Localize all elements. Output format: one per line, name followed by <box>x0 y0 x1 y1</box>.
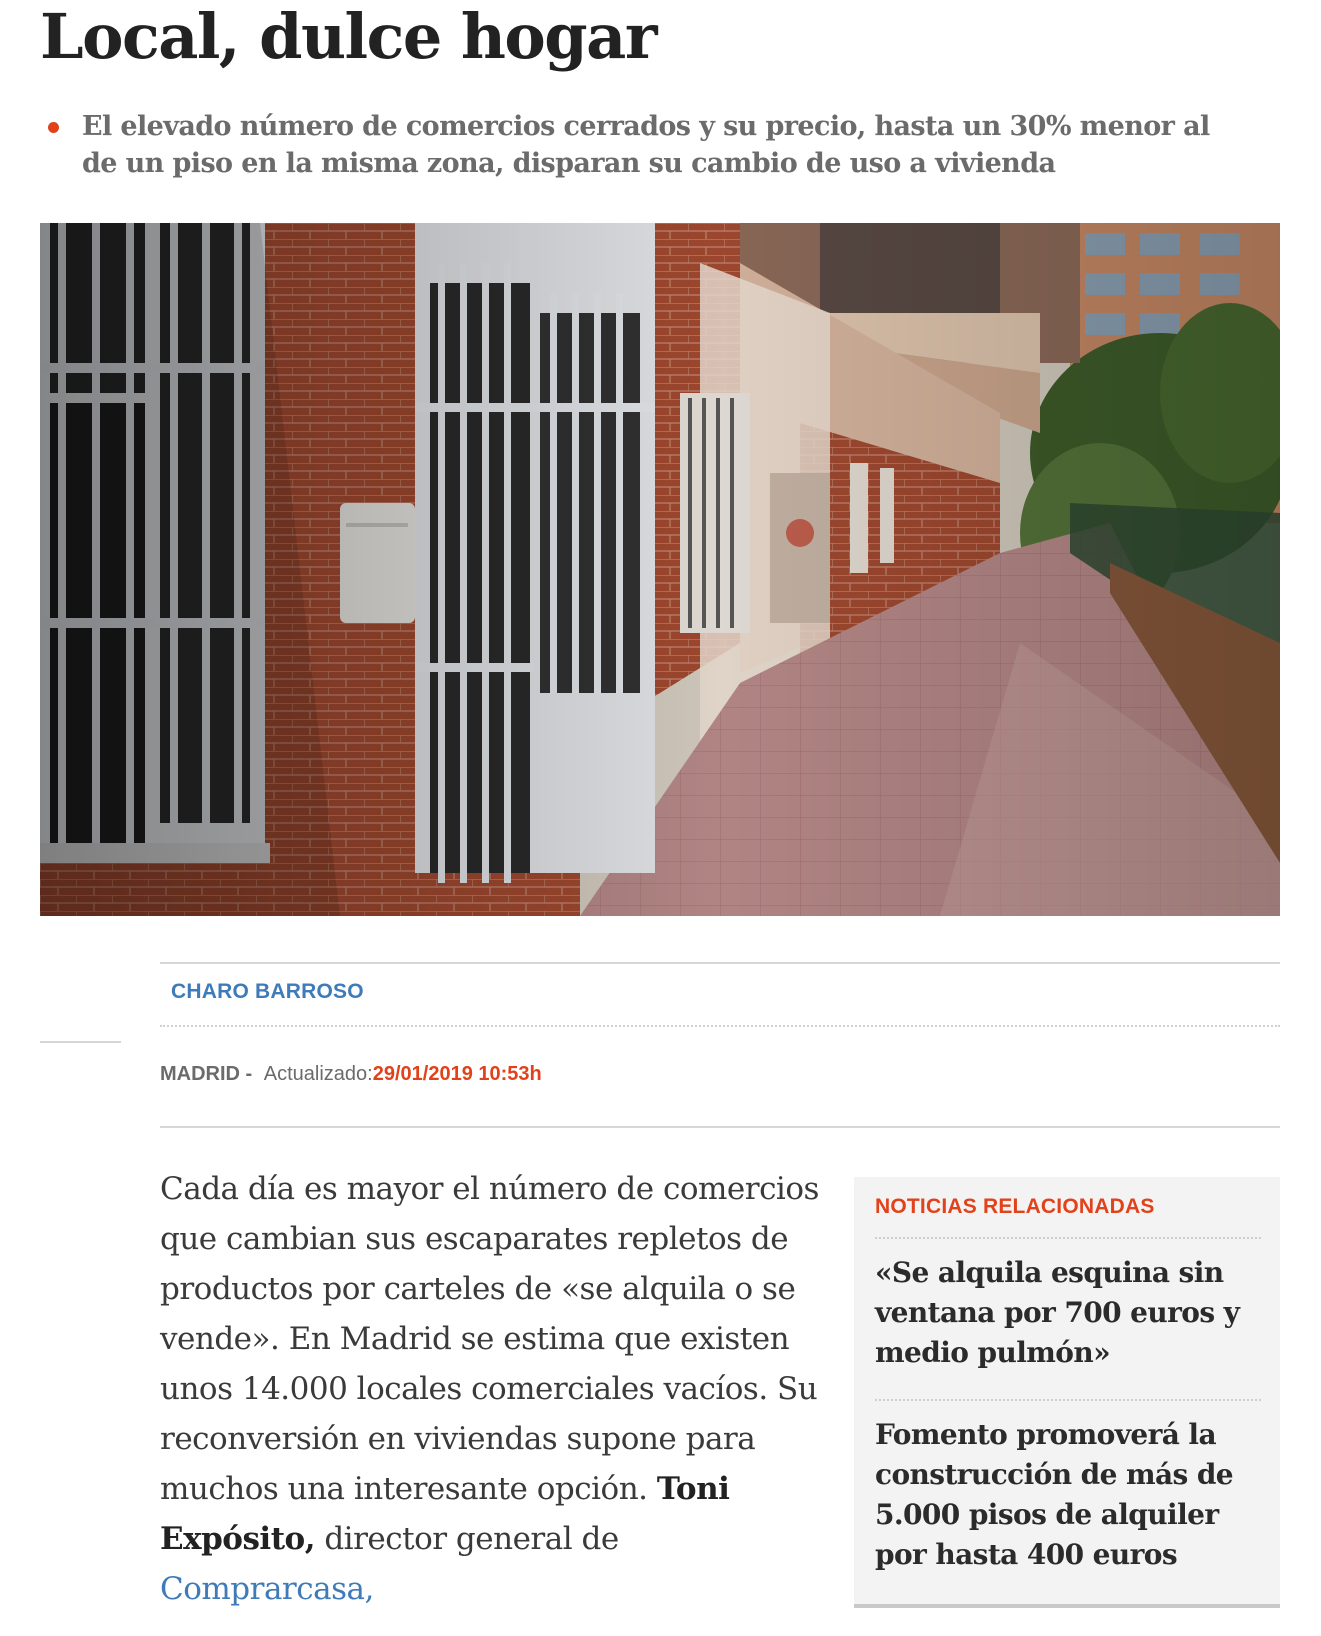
updated-date: 29/01/2019 10:53h <box>372 1063 542 1085</box>
article-body <box>160 1164 820 1614</box>
related-news-link[interactable]: Fomento promoverá la construcción de más de 5.000 pisos de alquiler por hasta 400 euros <box>875 1418 1234 1571</box>
related-news-link[interactable]: «Se alquila esquina sin ventana por 700 euros y medio pulmón» <box>875 1256 1240 1369</box>
dateline <box>160 1063 542 1086</box>
author-name[interactable]: CHARO BARROSO <box>171 980 364 1003</box>
hero-photo <box>40 223 1280 916</box>
article-subtitle <box>48 108 1238 182</box>
company-link[interactable]: Comprarcasa, <box>160 1571 374 1607</box>
related-news-box <box>854 1177 1280 1608</box>
dotted-divider <box>160 1025 1280 1027</box>
divider <box>160 1126 1280 1128</box>
related-news-title: NOTICIAS RELACIONADAS <box>875 1195 1155 1218</box>
dateline-city: MADRID - <box>160 1063 253 1085</box>
divider <box>160 962 1280 964</box>
updated-label: Actualizado: <box>263 1063 373 1085</box>
bullet-dot-icon <box>48 122 59 133</box>
person-name: Toni Expósito, <box>160 1471 730 1557</box>
body-intro: Cada día es mayor el número de comercios que cambian sus escaparates repletos de productos por carteles de «se alquila o se vende». En Madrid se estima que existen unos 14.000 locales comerciales vacíos. Su reconversión en viviendas supone para muchos una interesante opción. <box>160 1171 819 1507</box>
subtitle-text: El elevado número de comercios cerrados y su precio, hasta un 30% menor al de un piso en la misma zona, disparan su cambio de uso a vivienda <box>82 111 1210 179</box>
person-role: director general de <box>314 1521 619 1557</box>
dotted-divider <box>875 1237 1261 1239</box>
article-headline: Local, dulce hogar <box>40 0 656 73</box>
dotted-divider <box>875 1399 1261 1401</box>
body-paragraph <box>160 1164 820 1614</box>
divider <box>40 1041 121 1043</box>
